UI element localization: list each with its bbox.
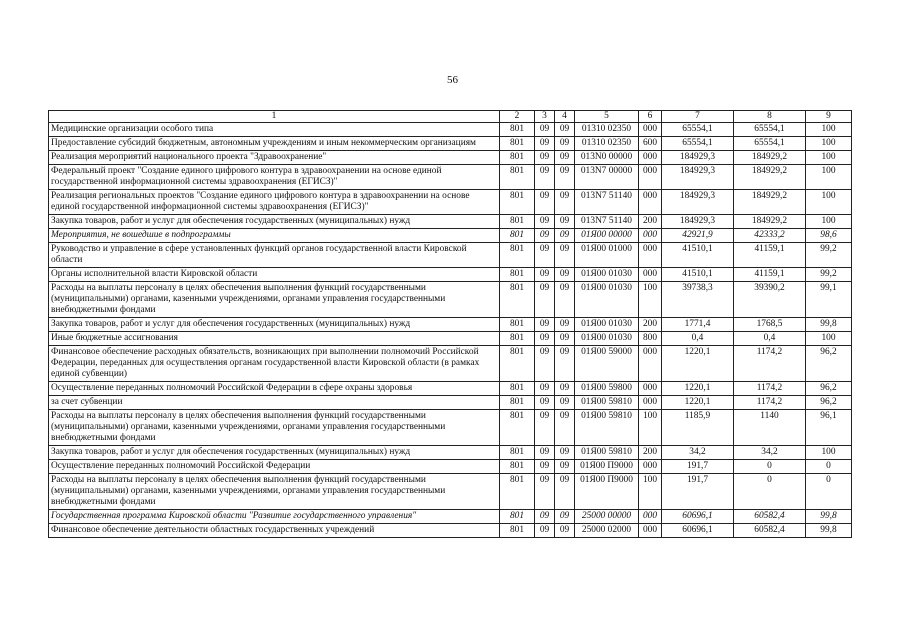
table-body [49,123,852,538]
row-name: Реализация региональных проектов "Создание единого цифрового контура в здравоохранении на основе единой государственной информационной системы здравоохранения (ЕГИСЗ)" [49,190,500,215]
column-header: 7 [662,111,734,123]
cell-planned: 1771,4 [662,318,734,332]
cell-target-article: 01Я00 01000 [575,243,639,268]
cell-section: 09 [535,123,555,137]
table-row [49,346,852,382]
cell-section: 09 [535,318,555,332]
cell-executed: 1140 [734,410,806,446]
cell-subsection: 09 [555,215,575,229]
table-row [49,165,852,190]
cell-planned: 1220,1 [662,396,734,410]
cell-percent: 100 [806,332,852,346]
cell-subsection: 09 [555,460,575,474]
cell-expense-type: 200 [639,215,662,229]
table-row [49,460,852,474]
table-row [49,229,852,243]
cell-planned: 41510,1 [662,243,734,268]
cell-section: 09 [535,382,555,396]
cell-ministry: 801 [500,460,535,474]
cell-target-article: 01Я00 01030 [575,318,639,332]
row-name: Расходы на выплаты персоналу в целях обеспечения выполнения функций государственными (муниципальными) органами, казенными учреждениями, органами управления государственными внебюджетными фондами [49,474,500,510]
cell-executed: 0,4 [734,332,806,346]
cell-target-article: 013N7 51140 [575,215,639,229]
table-row [49,137,852,151]
cell-planned: 42921,9 [662,229,734,243]
cell-subsection: 09 [555,332,575,346]
table-row [49,524,852,538]
cell-subsection: 09 [555,318,575,332]
cell-section: 09 [535,190,555,215]
cell-expense-type: 100 [639,410,662,446]
cell-planned: 34,2 [662,446,734,460]
table-row [49,190,852,215]
column-header: 1 [49,111,500,123]
budget-table [48,110,852,538]
row-name: Мероприятия, не вошедшие в подпрограммы [49,229,500,243]
cell-percent: 0 [806,460,852,474]
cell-percent: 100 [806,446,852,460]
cell-planned: 41510,1 [662,268,734,282]
cell-planned: 1220,1 [662,382,734,396]
table-row [49,215,852,229]
cell-ministry: 801 [500,474,535,510]
cell-ministry: 801 [500,137,535,151]
cell-executed: 184929,2 [734,151,806,165]
cell-planned: 60696,1 [662,510,734,524]
cell-planned: 191,7 [662,474,734,510]
column-header: 4 [555,111,575,123]
column-header: 2 [500,111,535,123]
cell-expense-type: 000 [639,396,662,410]
cell-percent: 99,8 [806,524,852,538]
row-name: Расходы на выплаты персоналу в целях обеспечения выполнения функций государственными (муниципальными) органами, казенными учреждениями, органами управления государственными внебюджетными фондами [49,282,500,318]
cell-executed: 184929,2 [734,165,806,190]
cell-ministry: 801 [500,123,535,137]
cell-subsection: 09 [555,137,575,151]
cell-percent: 96,2 [806,396,852,410]
cell-expense-type: 800 [639,332,662,346]
cell-subsection: 09 [555,382,575,396]
cell-planned: 0,4 [662,332,734,346]
cell-section: 09 [535,282,555,318]
row-name: Осуществление переданных полномочий Российской Федерации [49,460,500,474]
cell-target-article: 01310 02350 [575,123,639,137]
cell-section: 09 [535,410,555,446]
cell-planned: 184929,3 [662,190,734,215]
cell-executed: 34,2 [734,446,806,460]
cell-planned: 184929,3 [662,215,734,229]
cell-executed: 65554,1 [734,137,806,151]
cell-executed: 1174,2 [734,382,806,396]
cell-ministry: 801 [500,190,535,215]
cell-subsection: 09 [555,346,575,382]
cell-section: 09 [535,346,555,382]
cell-subsection: 09 [555,151,575,165]
table-row [49,151,852,165]
cell-percent: 96,2 [806,346,852,382]
table-row [49,382,852,396]
cell-section: 09 [535,332,555,346]
cell-target-article: 01Я00 П9000 [575,474,639,510]
cell-section: 09 [535,165,555,190]
cell-section: 09 [535,137,555,151]
cell-section: 09 [535,151,555,165]
cell-percent: 100 [806,215,852,229]
cell-ministry: 801 [500,318,535,332]
row-name: Осуществление переданных полномочий Российской Федерации в сфере охраны здоровья [49,382,500,396]
cell-target-article: 01Я00 59810 [575,410,639,446]
cell-expense-type: 000 [639,165,662,190]
header-row [49,111,852,123]
cell-expense-type: 000 [639,460,662,474]
cell-section: 09 [535,460,555,474]
cell-target-article: 013N7 51140 [575,190,639,215]
cell-expense-type: 600 [639,137,662,151]
page-number: 56 [447,74,458,86]
row-name: Реализация мероприятий национального проекта "Здравоохранение" [49,151,500,165]
cell-target-article: 01Я00 01030 [575,332,639,346]
cell-percent: 98,6 [806,229,852,243]
cell-executed: 184929,2 [734,215,806,229]
cell-ministry: 801 [500,396,535,410]
row-name: Государственная программа Кировской области "Развитие государственного управления" [49,510,500,524]
cell-subsection: 09 [555,474,575,510]
cell-percent: 100 [806,165,852,190]
cell-ministry: 801 [500,243,535,268]
cell-target-article: 25000 02000 [575,524,639,538]
row-name: Предоставление субсидий бюджетным, автономным учреждениям и иным некоммерческим организациям [49,137,500,151]
row-name: Финансовое обеспечение деятельности областных государственных учреждений [49,524,500,538]
cell-section: 09 [535,396,555,410]
cell-target-article: 01Я00 01030 [575,268,639,282]
cell-executed: 39390,2 [734,282,806,318]
cell-executed: 60582,4 [734,510,806,524]
cell-ministry: 801 [500,151,535,165]
cell-planned: 65554,1 [662,137,734,151]
cell-percent: 99,2 [806,268,852,282]
cell-executed: 65554,1 [734,123,806,137]
cell-ministry: 801 [500,215,535,229]
cell-executed: 60582,4 [734,524,806,538]
cell-percent: 100 [806,151,852,165]
row-name: Финансовое обеспечение расходных обязательств, возникающих при выполнении полномочий Российской Федерации, переданных для осуществления органам государственной власти Кировской области (в рамках единой субвенции) [49,346,500,382]
column-header: 3 [535,111,555,123]
cell-target-article: 013N0 00000 [575,151,639,165]
column-header: 5 [575,111,639,123]
cell-percent: 99,8 [806,318,852,332]
cell-ministry: 801 [500,346,535,382]
cell-percent: 100 [806,137,852,151]
cell-executed: 41159,1 [734,268,806,282]
row-name: Закупка товаров, работ и услуг для обеспечения государственных (муниципальных) нужд [49,446,500,460]
cell-expense-type: 000 [639,382,662,396]
cell-ministry: 801 [500,382,535,396]
cell-expense-type: 000 [639,268,662,282]
cell-subsection: 09 [555,282,575,318]
cell-target-article: 01310 02350 [575,137,639,151]
cell-target-article: 01Я00 59810 [575,446,639,460]
cell-target-article: 01Я00 59000 [575,346,639,382]
cell-section: 09 [535,268,555,282]
table-row [49,123,852,137]
cell-expense-type: 000 [639,243,662,268]
cell-section: 09 [535,229,555,243]
cell-section: 09 [535,510,555,524]
cell-target-article: 013N7 00000 [575,165,639,190]
table-row [49,446,852,460]
cell-ministry: 801 [500,165,535,190]
cell-expense-type: 000 [639,123,662,137]
cell-ministry: 801 [500,229,535,243]
cell-section: 09 [535,474,555,510]
row-name: Расходы на выплаты персоналу в целях обеспечения выполнения функций государственными (муниципальными) органами, казенными учреждениями, органами управления государственными внебюджетными фондами [49,410,500,446]
cell-expense-type: 200 [639,446,662,460]
cell-target-article: 01Я00 00000 [575,229,639,243]
cell-section: 09 [535,243,555,268]
cell-planned: 39738,3 [662,282,734,318]
table-row [49,332,852,346]
cell-expense-type: 000 [639,524,662,538]
column-header: 8 [734,111,806,123]
cell-executed: 184929,2 [734,190,806,215]
cell-section: 09 [535,524,555,538]
cell-section: 09 [535,446,555,460]
cell-subsection: 09 [555,229,575,243]
cell-planned: 1185,9 [662,410,734,446]
cell-target-article: 01Я00 59810 [575,396,639,410]
cell-target-article: 01Я00 П9000 [575,460,639,474]
cell-executed: 1174,2 [734,346,806,382]
table-row [49,510,852,524]
cell-executed: 1768,5 [734,318,806,332]
cell-planned: 1220,1 [662,346,734,382]
cell-target-article: 01Я00 59800 [575,382,639,396]
row-name: Иные бюджетные ассигнования [49,332,500,346]
row-name: Медицинские организации особого типа [49,123,500,137]
cell-target-article: 01Я00 01030 [575,282,639,318]
cell-subsection: 09 [555,446,575,460]
table-row [49,474,852,510]
cell-executed: 0 [734,474,806,510]
cell-ministry: 801 [500,510,535,524]
cell-expense-type: 100 [639,282,662,318]
cell-subsection: 09 [555,268,575,282]
table-row [49,396,852,410]
table-row [49,243,852,268]
cell-section: 09 [535,215,555,229]
table-row [49,410,852,446]
row-name: Органы исполнительной власти Кировской области [49,268,500,282]
cell-percent: 99,8 [806,510,852,524]
cell-planned: 60696,1 [662,524,734,538]
cell-executed: 1174,2 [734,396,806,410]
cell-executed: 42333,2 [734,229,806,243]
table-row [49,282,852,318]
cell-subsection: 09 [555,190,575,215]
cell-planned: 184929,3 [662,151,734,165]
cell-ministry: 801 [500,410,535,446]
cell-subsection: 09 [555,410,575,446]
cell-planned: 184929,3 [662,165,734,190]
cell-subsection: 09 [555,123,575,137]
cell-subsection: 09 [555,510,575,524]
cell-subsection: 09 [555,243,575,268]
cell-ministry: 801 [500,446,535,460]
cell-ministry: 801 [500,268,535,282]
cell-subsection: 09 [555,524,575,538]
cell-percent: 99,1 [806,282,852,318]
cell-subsection: 09 [555,396,575,410]
row-name: Закупка товаров, работ и услуг для обеспечения государственных (муниципальных) нужд [49,215,500,229]
cell-expense-type: 000 [639,510,662,524]
cell-planned: 65554,1 [662,123,734,137]
cell-planned: 191,7 [662,460,734,474]
cell-percent: 100 [806,190,852,215]
cell-expense-type: 200 [639,318,662,332]
column-header: 6 [639,111,662,123]
cell-percent: 96,2 [806,382,852,396]
cell-target-article: 25000 00000 [575,510,639,524]
column-header: 9 [806,111,852,123]
cell-ministry: 801 [500,282,535,318]
table-row [49,318,852,332]
cell-percent: 96,1 [806,410,852,446]
row-name: за счет субвенции [49,396,500,410]
cell-percent: 0 [806,474,852,510]
table-row [49,268,852,282]
row-name: Федеральный проект "Создание единого цифрового контура в здравоохранении на основе единой государственной информационной системы здравоохранения (ЕГИСЗ)" [49,165,500,190]
cell-percent: 99,2 [806,243,852,268]
cell-percent: 100 [806,123,852,137]
cell-expense-type: 000 [639,190,662,215]
row-name: Закупка товаров, работ и услуг для обеспечения государственных (муниципальных) нужд [49,318,500,332]
cell-expense-type: 100 [639,474,662,510]
cell-ministry: 801 [500,332,535,346]
cell-expense-type: 000 [639,229,662,243]
cell-ministry: 801 [500,524,535,538]
cell-expense-type: 000 [639,151,662,165]
row-name: Руководство и управление в сфере установленных функций органов государственной власти Кировской области [49,243,500,268]
cell-executed: 41159,1 [734,243,806,268]
cell-executed: 0 [734,460,806,474]
cell-subsection: 09 [555,165,575,190]
cell-expense-type: 000 [639,346,662,382]
